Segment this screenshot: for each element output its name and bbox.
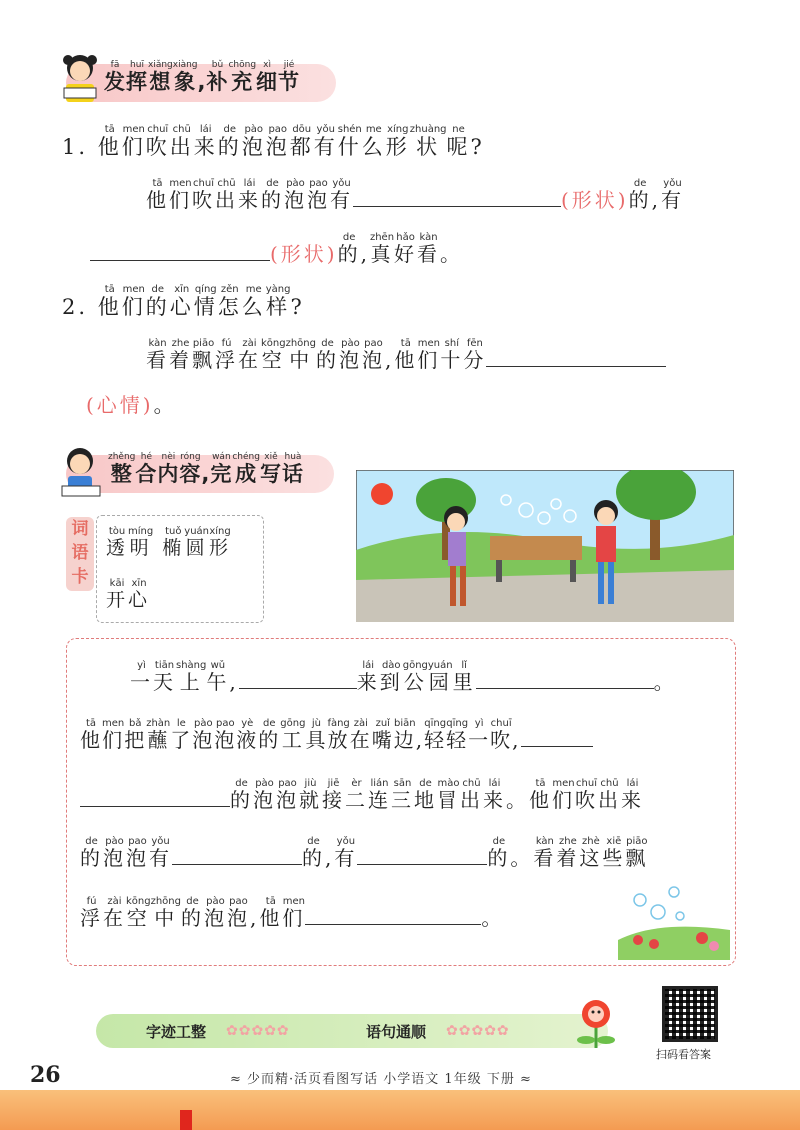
sun-icon <box>371 483 393 505</box>
criteria-smooth-sentences: 语句通顺 <box>366 1023 427 1041</box>
hanzi-with-pinyin: 上shàng <box>176 660 207 694</box>
hanzi-with-pinyin: 来lái <box>621 778 644 812</box>
hanzi-with-pinyin: 一yì <box>468 718 491 752</box>
girl-reading-icon <box>58 52 102 104</box>
hanzi-with-pinyin: 飘piāo <box>625 836 649 870</box>
hanzi-with-pinyin: 泡pào <box>203 896 227 930</box>
hanzi-with-pinyin: 么me <box>361 124 386 159</box>
hanzi-with-pinyin: 透tòu <box>106 526 129 559</box>
question-2-text <box>97 284 305 319</box>
hanzi-with-pinyin: 完wán <box>210 452 233 486</box>
hanzi-with-pinyin: 话huà <box>281 452 304 486</box>
hanzi-with-pinyin: 在zài <box>103 896 126 930</box>
hanzi-with-pinyin: 泡pào <box>103 836 126 870</box>
hanzi-with-pinyin: 充chōng <box>228 60 257 94</box>
writing-line-2 <box>80 718 593 753</box>
hanzi-with-pinyin: , <box>384 348 395 372</box>
hanzi-with-pinyin: 出chū <box>215 178 238 212</box>
hanzi-with-pinyin: 圆yuán <box>184 526 210 559</box>
page-number: 26 <box>30 1062 61 1088</box>
hanzi-with-pinyin: 出chū <box>169 124 194 159</box>
hanzi-with-pinyin: 的de <box>180 896 204 930</box>
hanzi-with-pinyin: 节jié <box>278 60 301 94</box>
hanzi-with-pinyin: 看kàn <box>417 232 441 266</box>
hanzi-with-pinyin: 们men <box>121 124 146 159</box>
hanzi-with-pinyin: 容róng <box>179 452 202 486</box>
hanzi-with-pinyin: 吹chuī <box>192 178 215 212</box>
hanzi-with-pinyin: 他tā <box>259 896 283 930</box>
hanzi-with-pinyin: 吹chuī <box>145 124 170 159</box>
hanzi-with-pinyin: 冒mào <box>437 778 460 812</box>
hanzi-with-pinyin: 看kàn <box>146 338 169 372</box>
hanzi-with-pinyin: 二èr <box>345 778 368 812</box>
hanzi-with-pinyin: 地de <box>414 778 437 812</box>
hanzi-with-pinyin: 补bǔ <box>206 60 229 94</box>
hanzi-with-pinyin: 三sān <box>391 778 414 812</box>
answer-2-line-b: (心情)。 <box>86 393 177 417</box>
hanzi-with-pinyin: 具jù <box>305 718 328 752</box>
hanzi-with-pinyin: 空kōng <box>261 338 286 372</box>
hanzi-with-pinyin: 蘸zhàn <box>146 718 171 752</box>
hanzi-with-pinyin: 中zhōng <box>285 338 316 372</box>
hanzi-with-pinyin: 泡pao <box>214 718 237 752</box>
writing-line-5: 浮fú在zài空kōng中zhōng的de泡pào泡pao, 他tā们men。 <box>80 896 505 930</box>
writing-blank[interactable] <box>239 669 357 689</box>
hanzi-with-pinyin: 浮fú <box>215 338 238 372</box>
hanzi-with-pinyin: 这zhè <box>579 836 603 870</box>
hanzi-with-pinyin: 的de <box>258 718 281 752</box>
writing-blank[interactable] <box>357 845 487 865</box>
hanzi-with-pinyin: 们men <box>102 718 125 752</box>
hanzi-with-pinyin: 想xiǎng <box>148 60 173 94</box>
answer-1-line-a <box>146 178 684 213</box>
hanzi-with-pinyin: 午wǔ <box>206 660 230 694</box>
hanzi-with-pinyin: , <box>651 188 661 212</box>
hanzi-with-pinyin: 空kōng <box>126 896 151 930</box>
hanzi-with-pinyin: 边biān <box>393 718 416 752</box>
bottom-marker <box>180 1110 192 1130</box>
hanzi-with-pinyin <box>153 537 162 559</box>
hanzi-with-pinyin: 到dào <box>379 660 403 694</box>
hanzi-with-pinyin: 的de <box>80 836 103 870</box>
hanzi-with-pinyin: 们men <box>417 338 441 372</box>
hanzi-with-pinyin: 有yǒu <box>149 836 172 870</box>
hanzi-with-pinyin: 十shí <box>440 338 464 372</box>
hanzi-with-pinyin: 整zhěng <box>108 452 136 486</box>
section-title-imagination <box>104 60 300 96</box>
hanzi-with-pinyin: 形xíng <box>385 124 410 159</box>
answer-blank[interactable] <box>353 187 561 207</box>
hanzi-with-pinyin: 。 <box>440 242 464 266</box>
flower-rating-2: ✿✿✿✿✿ <box>446 1023 510 1039</box>
hanzi-with-pinyin: 吹chuī <box>490 718 513 752</box>
hanzi-with-pinyin: 的de <box>261 178 284 212</box>
hanzi-with-pinyin: 的de <box>337 232 361 266</box>
hanzi-with-pinyin: , <box>201 462 211 486</box>
vocab-row-1 <box>106 526 231 561</box>
hanzi-with-pinyin: 开kāi <box>106 578 129 611</box>
hanzi-with-pinyin: 接jiē <box>322 778 345 812</box>
hanzi-with-pinyin: , <box>229 670 239 694</box>
hanzi-with-pinyin: ? <box>290 295 305 319</box>
hanzi-with-pinyin: , <box>325 846 335 870</box>
hanzi-with-pinyin: 泡pao <box>126 836 149 870</box>
writing-blank[interactable] <box>521 727 593 747</box>
hanzi-with-pinyin: 泡pào <box>241 124 266 159</box>
hanzi-with-pinyin: 象xiàng <box>172 60 198 94</box>
hanzi-with-pinyin: 公gōng <box>402 660 428 694</box>
hanzi-with-pinyin: 情qíng <box>193 284 218 319</box>
shape-hint: (形状) <box>270 242 338 266</box>
hanzi-with-pinyin: 液yè <box>236 718 259 752</box>
hanzi-with-pinyin: 连lián <box>368 778 391 812</box>
question-1 <box>62 124 485 161</box>
hanzi-with-pinyin: 些xiē <box>602 836 626 870</box>
hanzi-with-pinyin: 的de <box>628 178 652 212</box>
hanzi-with-pinyin: 来lái <box>483 778 506 812</box>
hanzi-with-pinyin: 的de <box>302 836 325 870</box>
hanzi-with-pinyin: 泡pao <box>226 896 250 930</box>
criteria-neat-handwriting: 字迹工整 <box>146 1023 207 1041</box>
qr-caption: 扫码看答案 <box>656 1048 711 1061</box>
hanzi-with-pinyin: 他tā <box>529 778 552 812</box>
bottom-band <box>0 1090 800 1130</box>
hanzi-with-pinyin: , <box>249 906 260 930</box>
hanzi-with-pinyin: 明míng <box>128 526 154 559</box>
hanzi-with-pinyin: 来lái <box>238 178 261 212</box>
hanzi-with-pinyin: 出chū <box>598 778 621 812</box>
hanzi-with-pinyin: 。 <box>506 788 529 812</box>
writing-line-3 <box>80 778 644 813</box>
hanzi-with-pinyin: 泡pào <box>284 178 307 212</box>
hanzi-with-pinyin: 呢ne <box>446 124 471 159</box>
hanzi-with-pinyin: 泡pào <box>192 718 215 752</box>
section-title-writing <box>108 452 304 488</box>
hanzi-with-pinyin: 他tā <box>97 284 122 319</box>
hanzi-with-pinyin: 他tā <box>394 338 418 372</box>
writing-blank[interactable] <box>305 905 481 925</box>
hanzi-with-pinyin: 泡pao <box>307 178 330 212</box>
question-number: 1. <box>62 135 89 159</box>
hanzi-with-pinyin: 样yàng <box>265 284 291 319</box>
hanzi-with-pinyin: 飘piāo <box>192 338 215 372</box>
hanzi-with-pinyin: 挥huī <box>126 60 148 94</box>
mood-hint: (心情) <box>86 393 154 417</box>
boy-writing-icon <box>58 446 104 498</box>
writing-blank[interactable] <box>476 669 654 689</box>
hanzi-with-pinyin: 园yuán <box>427 660 453 694</box>
hanzi-with-pinyin: 们men <box>282 896 306 930</box>
hanzi-with-pinyin: 们men <box>121 284 146 319</box>
book-series-title: ≈ 少而精·活页看图写话 小学语文 1年级 下册 ≈ <box>230 1072 532 1087</box>
hanzi-with-pinyin: 。 <box>510 846 534 870</box>
hanzi-with-pinyin: 来lái <box>193 124 218 159</box>
hanzi-with-pinyin: 把bǎ <box>124 718 147 752</box>
hanzi-with-pinyin: 分fēn <box>463 338 487 372</box>
writing-line-1: 一yì天tiān上shàng午wǔ, 来lái到dào公gōng园yuán里lǐ。 <box>130 660 677 694</box>
hanzi-with-pinyin: 他tā <box>80 718 102 752</box>
hanzi-with-pinyin: 放fàng <box>327 718 350 752</box>
writing-blank[interactable] <box>172 845 302 865</box>
hanzi-with-pinyin: 有yǒu <box>334 836 358 870</box>
hanzi-with-pinyin: 天tiān <box>153 660 176 694</box>
hanzi-with-pinyin: 成chéng <box>232 452 260 486</box>
hanzi-with-pinyin: 椭tuǒ <box>162 526 185 559</box>
hanzi-with-pinyin: 好hǎo <box>394 232 418 266</box>
hanzi-with-pinyin: 怎zěn <box>217 284 242 319</box>
hanzi-with-pinyin: 一yì <box>130 660 153 694</box>
answer-blank[interactable] <box>486 347 666 367</box>
hanzi-with-pinyin: , <box>415 728 425 752</box>
hanzi-with-pinyin: 吹chuī <box>575 778 598 812</box>
hanzi-with-pinyin: 么me <box>241 284 266 319</box>
hanzi-with-pinyin: 就jiù <box>299 778 322 812</box>
hanzi-with-pinyin: 什shén <box>337 124 362 159</box>
park-bubbles-illustration <box>356 470 734 622</box>
vocab-row-2 <box>106 578 150 613</box>
hanzi-with-pinyin: 嘴zuǐ <box>371 718 394 752</box>
flower-rating-1: ✿✿✿✿✿ <box>226 1023 290 1039</box>
question-2 <box>62 284 305 321</box>
hanzi-with-pinyin: 泡pao <box>276 778 299 812</box>
question-1-text <box>97 124 485 159</box>
hanzi-with-pinyin: 写xiě <box>259 452 282 486</box>
shape-hint: (形状) <box>561 188 629 212</box>
answer-1-line-b <box>90 232 463 267</box>
hanzi-with-pinyin: 在zài <box>349 718 372 752</box>
hanzi-with-pinyin: 的de <box>217 124 242 159</box>
qr-code[interactable] <box>662 986 718 1042</box>
hanzi-with-pinyin: 的de <box>487 836 511 870</box>
hanzi-with-pinyin: 的de <box>315 338 339 372</box>
hanzi-with-pinyin: 来lái <box>356 660 380 694</box>
question-number: 2. <box>62 295 89 319</box>
flowers-bubbles-decoration <box>618 880 730 960</box>
hanzi-with-pinyin: 浮fú <box>80 896 103 930</box>
hanzi-with-pinyin: 着zhe <box>556 836 580 870</box>
hanzi-with-pinyin: 出chū <box>460 778 483 812</box>
hanzi-with-pinyin: 他tā <box>97 124 122 159</box>
hanzi-with-pinyin: 工gōng <box>280 718 306 752</box>
hanzi-with-pinyin: 们men <box>552 778 575 812</box>
hanzi-with-pinyin: , <box>197 70 207 94</box>
flower-mascot-icon <box>574 996 620 1050</box>
hanzi-with-pinyin: 有yǒu <box>313 124 338 159</box>
hanzi-with-pinyin: 他tā <box>146 178 169 212</box>
hanzi-with-pinyin: 中zhōng <box>150 896 181 930</box>
hanzi-with-pinyin: 的de <box>230 778 253 812</box>
hanzi-with-pinyin: 内nèi <box>157 452 180 486</box>
hanzi-with-pinyin: 在zài <box>238 338 261 372</box>
writing-line-4 <box>80 836 648 871</box>
hanzi-with-pinyin: ? <box>470 135 485 159</box>
hanzi-with-pinyin: , <box>512 728 521 752</box>
writing-blank[interactable] <box>80 787 230 807</box>
hanzi-with-pinyin: 了le <box>170 718 193 752</box>
hanzi-with-pinyin: 泡pào <box>338 338 362 372</box>
hanzi-with-pinyin: 泡pao <box>361 338 385 372</box>
hanzi-with-pinyin: 状zhuàng <box>409 124 447 159</box>
vocab-card-label: 词语卡 <box>66 517 94 591</box>
hanzi-with-pinyin: 泡pao <box>265 124 290 159</box>
hanzi-with-pinyin: 着zhe <box>169 338 192 372</box>
hanzi-with-pinyin: 有yǒu <box>660 178 684 212</box>
hanzi-with-pinyin: 细xì <box>256 60 279 94</box>
hanzi-with-pinyin: 有yǒu <box>330 178 353 212</box>
hanzi-with-pinyin: 轻qīng <box>446 718 469 752</box>
hanzi-with-pinyin: 都dōu <box>289 124 314 159</box>
hanzi-with-pinyin: , <box>360 242 370 266</box>
answer-2-line-a <box>146 338 666 373</box>
hanzi-with-pinyin: 形xíng <box>209 526 232 559</box>
hanzi-with-pinyin: 心xīn <box>169 284 194 319</box>
hanzi-with-pinyin: 的de <box>145 284 170 319</box>
hanzi-with-pinyin: 看kàn <box>533 836 557 870</box>
hanzi-with-pinyin: 心xīn <box>128 578 151 611</box>
answer-blank[interactable] <box>90 241 270 261</box>
hanzi-with-pinyin: 发fā <box>104 60 126 94</box>
hanzi-with-pinyin: 合hé <box>135 452 158 486</box>
hanzi-with-pinyin: 泡pào <box>253 778 276 812</box>
hanzi-with-pinyin: 里lǐ <box>452 660 476 694</box>
hanzi-with-pinyin: 真zhēn <box>369 232 395 266</box>
hanzi-with-pinyin: 轻qīng <box>424 718 447 752</box>
hanzi-with-pinyin: 们men <box>169 178 192 212</box>
